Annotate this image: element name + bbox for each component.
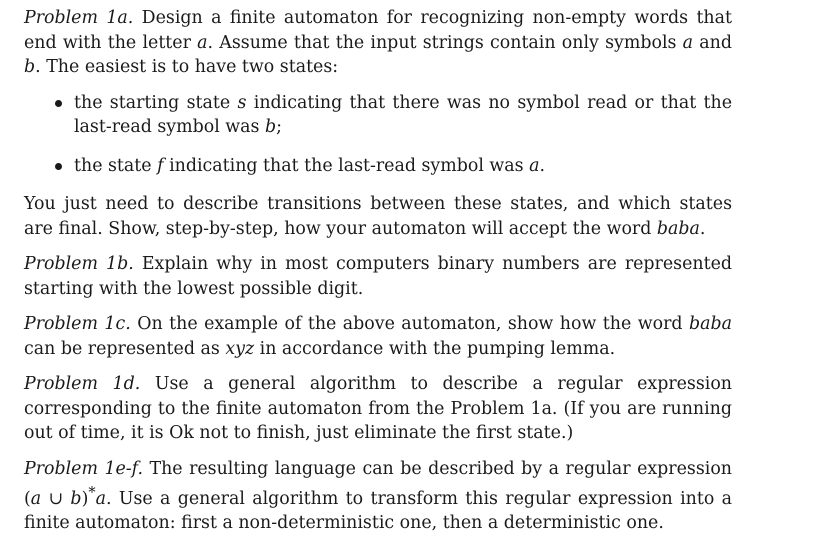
math-symbol-f: f bbox=[157, 155, 164, 176]
math-symbol-a: a bbox=[529, 155, 540, 176]
bullet-1-text-2: indicating that there was no symbol read or that the last-read symbol was bbox=[74, 92, 732, 137]
problem-1b-text: Explain why in most computers binary numbers are represented starting with the lowest possible digit. bbox=[24, 254, 732, 299]
math-symbol-b: b bbox=[70, 488, 82, 509]
problem-1d-name: Problem 1d. bbox=[24, 374, 141, 394]
problem-1c-text-1: On the example of the above automaton, show how the word bbox=[137, 314, 689, 334]
problem-1ef-name: Problem 1e-f. bbox=[24, 458, 144, 479]
problem-1d bbox=[24, 372, 732, 446]
bullet-1-text-3: ; bbox=[276, 117, 282, 137]
math-paren-open: ( bbox=[24, 488, 31, 509]
math-symbol-a: a bbox=[682, 32, 694, 53]
problem-1ef-text-2: . Use a general algorithm to transform this regular expression into a finite automaton: first a non-deterministic one, then a deterministic one. bbox=[24, 488, 732, 534]
word-baba: baba bbox=[688, 314, 732, 334]
math-paren-close: ) bbox=[81, 488, 89, 509]
word-baba: baba bbox=[656, 218, 700, 239]
math-symbol-b: b bbox=[24, 57, 36, 77]
problem-1a-after bbox=[24, 192, 732, 241]
problem-1c bbox=[24, 312, 732, 361]
problem-1c-text-3: in accordance with the pumping lemma. bbox=[254, 338, 616, 359]
math-symbol-s: s bbox=[237, 92, 247, 113]
math-kleene-star: * bbox=[88, 485, 96, 501]
math-symbol-b: b bbox=[265, 117, 277, 137]
bullet-1-text-1: the starting state bbox=[74, 92, 238, 113]
state-list-item-start bbox=[24, 91, 732, 140]
problem-1a-text-4: . The easiest is to have two states: bbox=[35, 57, 339, 77]
math-symbol-a: a bbox=[197, 32, 208, 53]
problem-1d-text: Use a general algorithm to describe a regular expression corresponding to the finite automaton from the Problem 1a. (If you are running out of time, it is Ok not to finish, just eliminate the first state.) bbox=[24, 374, 733, 443]
problem-1a-text-1: Design a finite automaton for recognizing non-empty words that end with the letter bbox=[24, 8, 732, 53]
problem-1b bbox=[24, 252, 732, 301]
problem-1c-text-2: can be represented as bbox=[24, 338, 226, 359]
problem-1b-name: Problem 1b. bbox=[24, 254, 134, 274]
bullet-2-text-2: indicating that the last-read symbol was bbox=[163, 155, 530, 176]
problem-1ef-text-1: The resulting language can be described by a regular expression bbox=[149, 458, 732, 479]
state-list-item-final bbox=[24, 154, 732, 179]
bullet-2-text-3: . bbox=[539, 155, 546, 176]
problem-1a-name: Problem 1a. bbox=[24, 8, 134, 28]
problem-1ef bbox=[24, 457, 732, 536]
math-symbol-a: a bbox=[30, 488, 42, 509]
problem-1a-intro bbox=[24, 6, 732, 80]
problem-1c-name: Problem 1c. bbox=[24, 314, 131, 334]
problem-1a-text-3: and bbox=[693, 32, 732, 53]
problem-1a-text-2: . Assume that the input strings contain only symbols bbox=[207, 32, 683, 53]
bullet-icon bbox=[55, 163, 62, 170]
problem-1a-after-text-2: . bbox=[699, 218, 706, 239]
math-xyz: xyz bbox=[225, 338, 255, 359]
math-union: ∪ bbox=[41, 488, 71, 509]
bullet-2-text-1: the state bbox=[74, 155, 158, 176]
state-list bbox=[24, 91, 732, 179]
bullet-icon bbox=[55, 100, 62, 107]
document-page bbox=[24, 6, 732, 536]
math-symbol-a: a bbox=[95, 488, 106, 509]
problem-1a-after-text-1: You just need to describe transitions between these states, and which states are final. Show, step-by-step, how your automaton will accept the word bbox=[24, 194, 732, 239]
